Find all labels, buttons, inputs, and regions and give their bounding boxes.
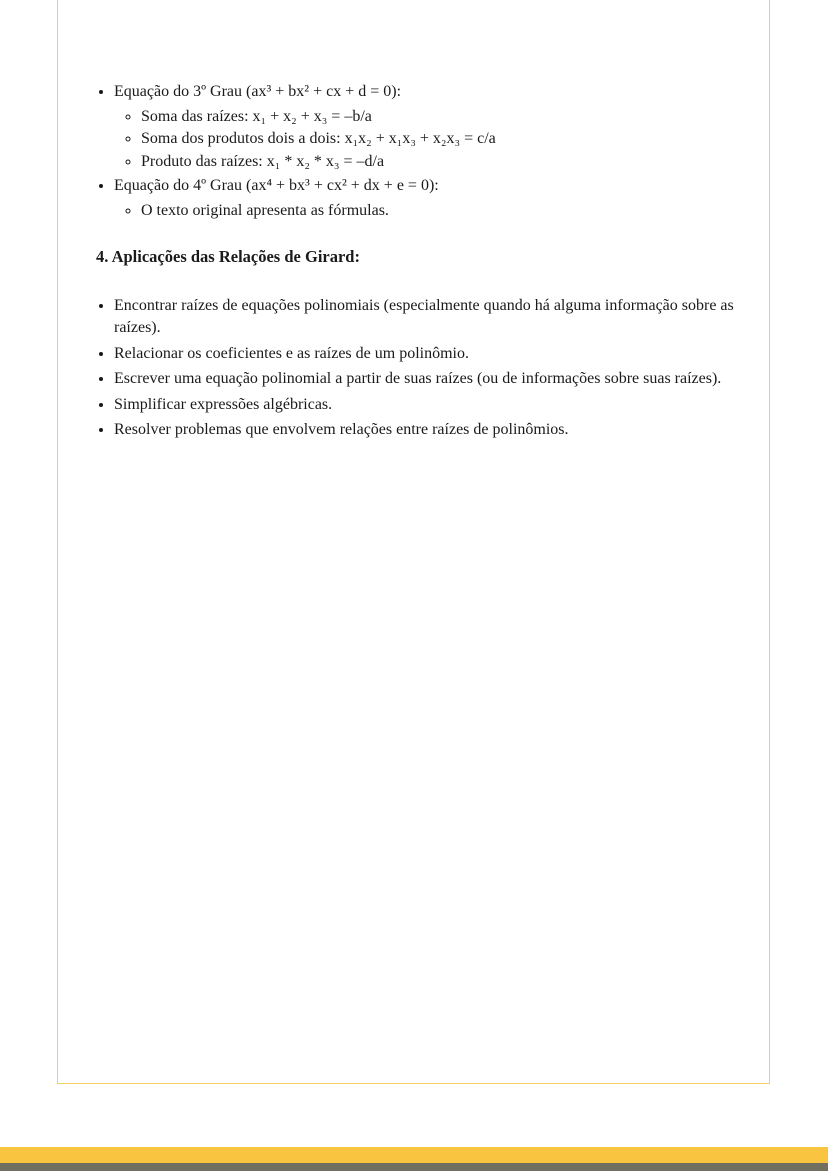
- list-item-product-of-roots: [141, 151, 741, 174]
- list-item-application-5: [114, 419, 741, 442]
- section-heading: 4. Aplicações das Relações de Girard:: [96, 247, 360, 266]
- document-content: [58, 0, 769, 442]
- application-1-text: Encontrar raízes de equações polinomiais (especialmente quando há alguma informação sobre as raízes).: [114, 296, 734, 336]
- list-item-application-4: [114, 394, 741, 417]
- product-of-roots-text: Produto das raízes: x₁ * x₂ * x₃ = –d/a: [141, 152, 385, 170]
- formula-list: [96, 81, 741, 222]
- application-4-text: Simplificar expressões algébricas.: [114, 395, 333, 413]
- footer-dark-stripe: [0, 1163, 828, 1171]
- list-item-quartic-equation: [114, 175, 741, 222]
- list-item-original-text-note: [141, 200, 741, 223]
- original-text-note: O texto original apresenta as fórmulas.: [141, 201, 389, 219]
- footer-yellow-stripe: [0, 1147, 828, 1163]
- quartic-equation-sublist: [114, 200, 741, 223]
- list-item-application-2: [114, 343, 741, 366]
- cubic-equation-label: Equação do 3º Grau (ax³ + bx² + cx + d = 0):: [114, 83, 402, 100]
- applications-list: [96, 295, 741, 442]
- application-2-text: Relacionar os coeficientes e as raízes de um polinômio.: [114, 344, 469, 362]
- cubic-equation-sublist: [114, 106, 741, 174]
- document-page: [57, 0, 770, 1084]
- application-5-text: Resolver problemas que envolvem relações entre raízes de polinômios.: [114, 421, 569, 438]
- list-item-cubic-equation: [114, 81, 741, 173]
- list-item-sum-of-products: [141, 128, 741, 151]
- sum-of-roots-text: Soma das raízes: x₁ + x₂ + x₃ = –b/a: [141, 107, 372, 125]
- list-item-application-3: [114, 368, 741, 391]
- quartic-equation-label: Equação do 4º Grau (ax⁴ + bx³ + cx² + dx + e = 0):: [114, 177, 439, 194]
- sum-of-products-text: Soma dos produtos dois a dois: x₁x₂ + x₁x₃ + x₂x₃ = c/a: [141, 130, 496, 147]
- list-item-sum-of-roots: [141, 106, 741, 129]
- footer-bar: [0, 1147, 828, 1171]
- application-3-text: Escrever uma equação polinomial a partir de suas raízes (ou de informações sobre suas raízes).: [114, 370, 722, 387]
- list-item-application-1: [114, 295, 741, 340]
